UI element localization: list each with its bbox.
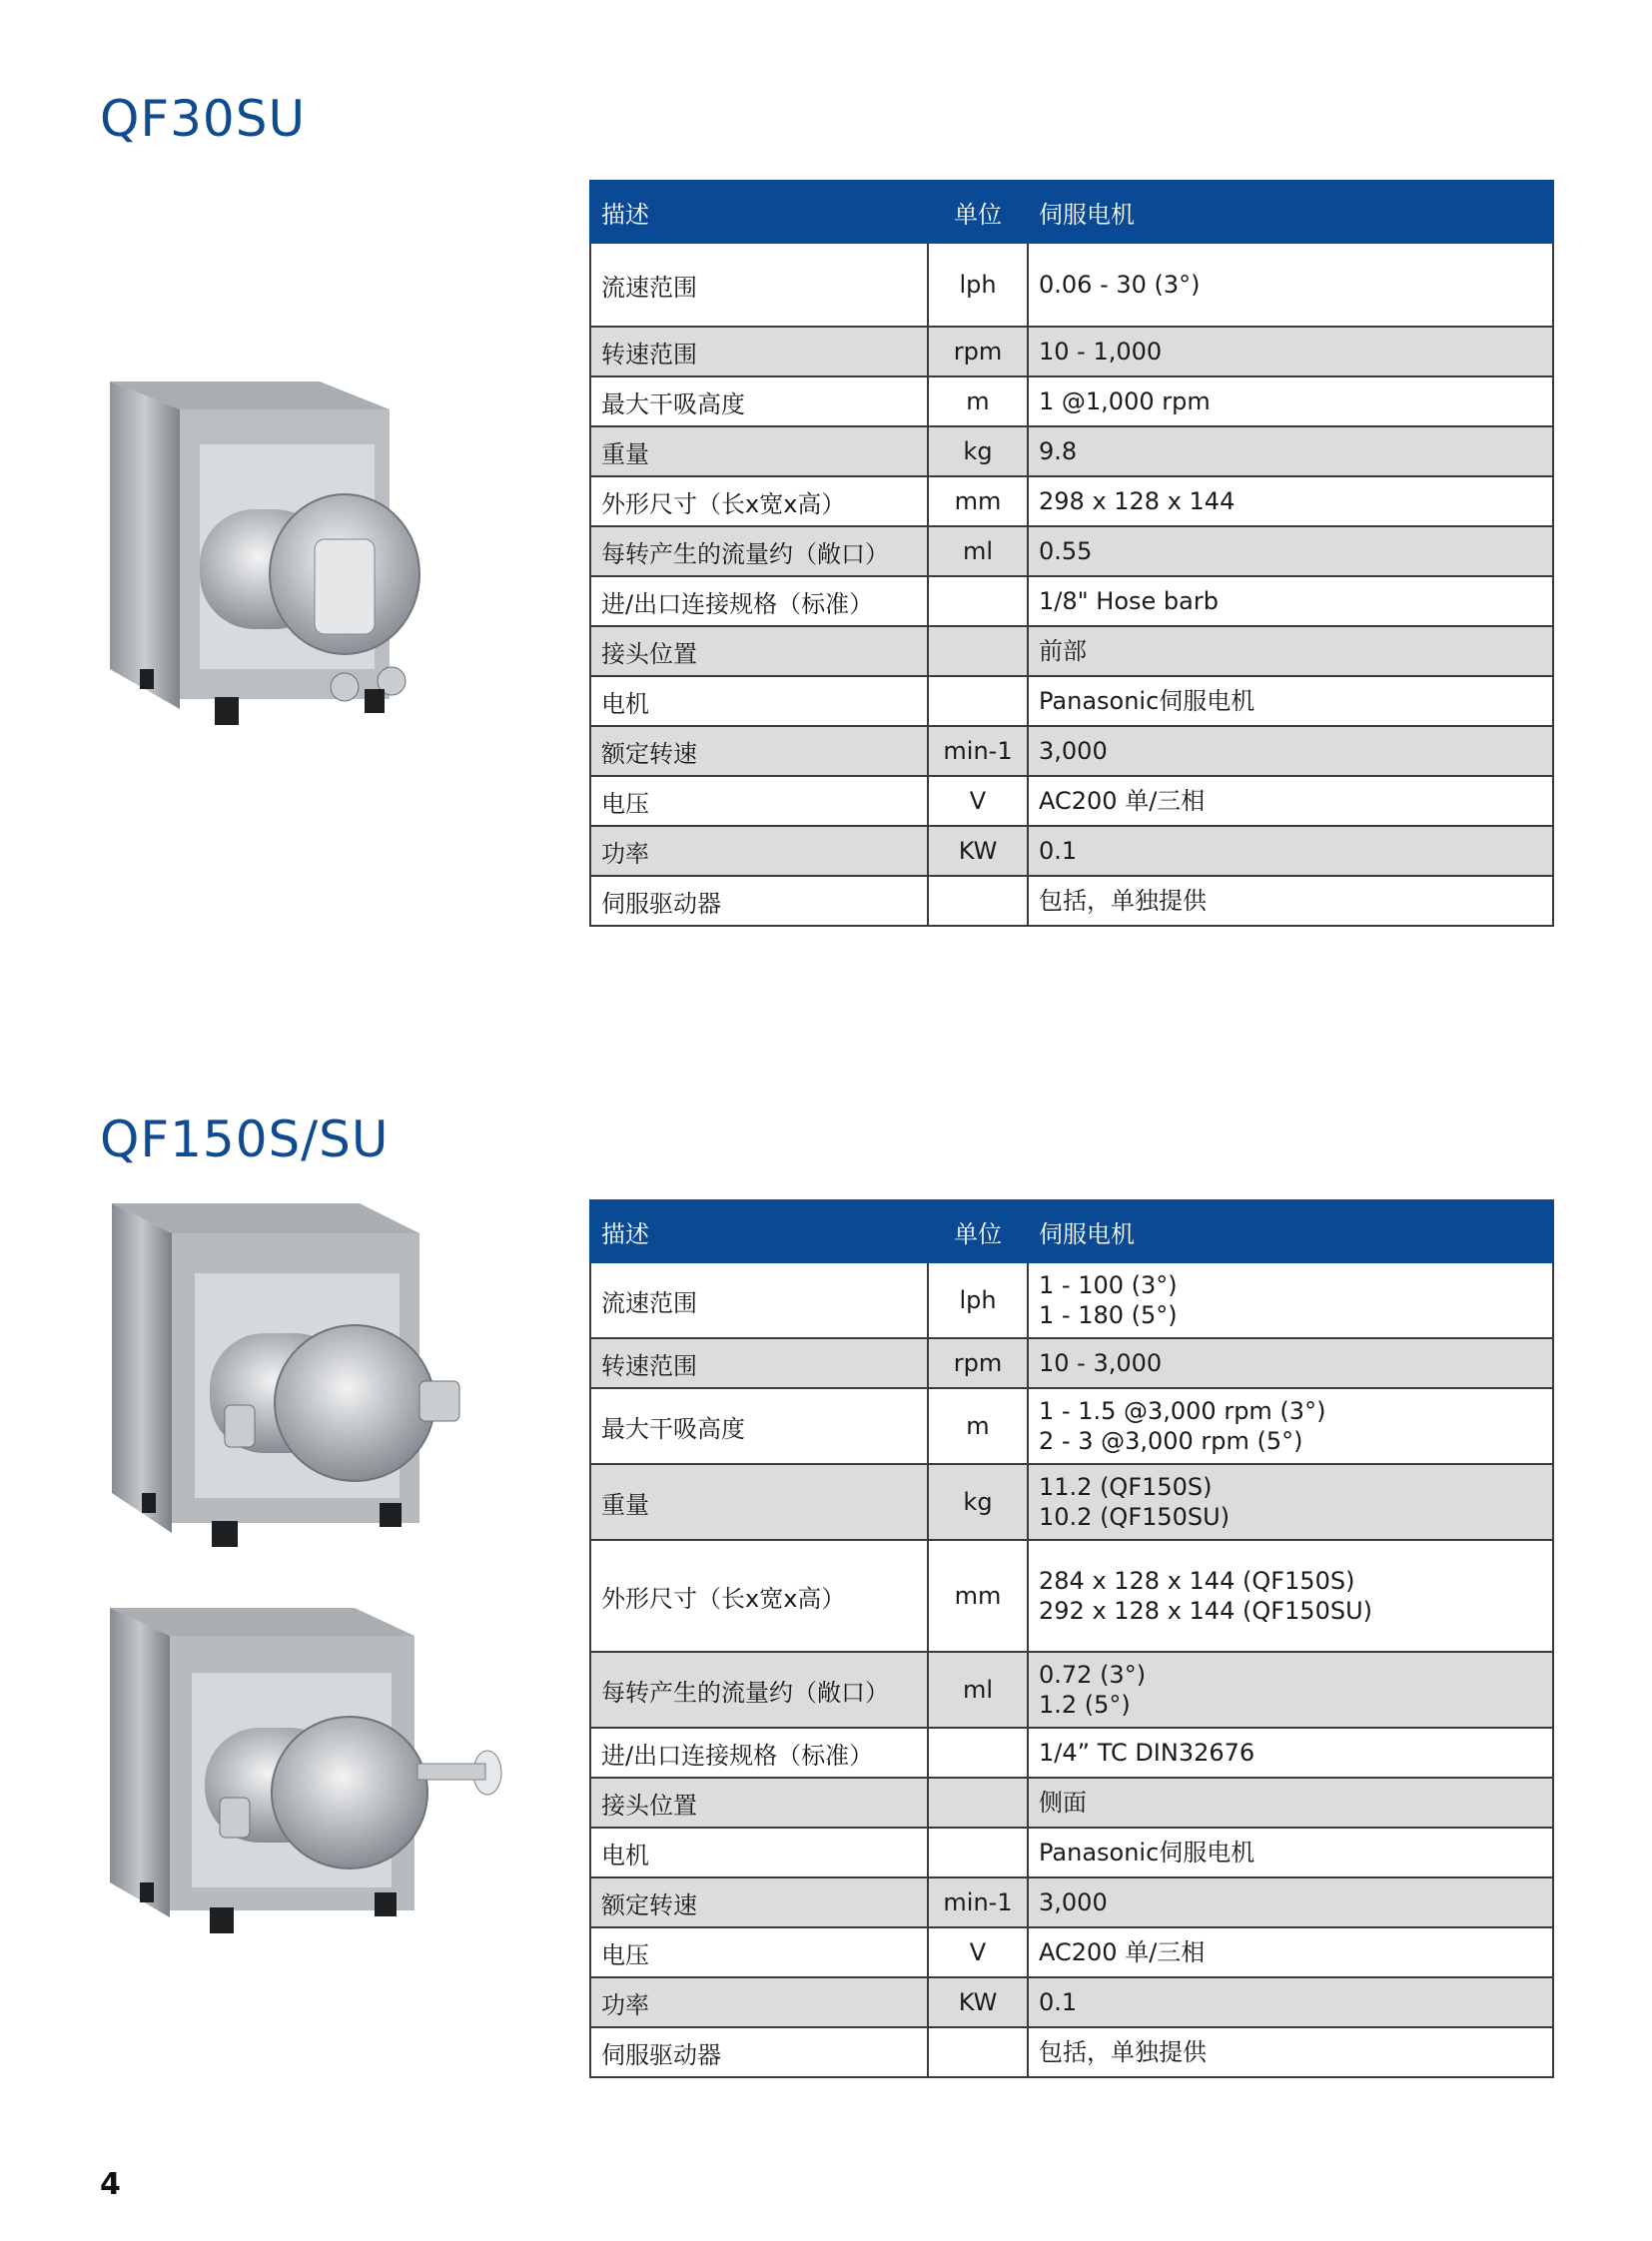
- row-unit: min-1: [928, 726, 1028, 776]
- row-value: [1028, 626, 1553, 676]
- row-label: 重量: [590, 1464, 928, 1540]
- header-motor: 伺服电机: [1028, 1200, 1553, 1262]
- row-value: [1028, 776, 1553, 826]
- row-value-line: 1/4” TC DIN32676: [1039, 1739, 1255, 1767]
- table-row: [590, 376, 1553, 426]
- row-value: [1028, 1977, 1553, 2027]
- row-value-line: 3,000: [1039, 737, 1108, 765]
- pump-photo-qf150s: [100, 1193, 509, 1553]
- table-row: [590, 1540, 1553, 1652]
- header-motor: 伺服电机: [1028, 181, 1553, 243]
- row-value-line: 3,000: [1039, 1888, 1108, 1916]
- row-unit: [928, 1778, 1028, 1828]
- row-value: [1028, 1877, 1553, 1927]
- row-value-line: 包括，单独提供: [1039, 887, 1207, 915]
- row-unit: KW: [928, 826, 1028, 876]
- table-row: [590, 1927, 1553, 1977]
- row-unit: min-1: [928, 1877, 1028, 1927]
- spec-table-qf30su: [589, 180, 1554, 927]
- row-value-line: 0.06 - 30 (3°): [1039, 271, 1201, 299]
- table-row: [590, 243, 1553, 327]
- row-value-line: Panasonic伺服电机: [1039, 1839, 1255, 1867]
- row-unit: rpm: [928, 1338, 1028, 1388]
- row-value: [1028, 676, 1553, 726]
- row-unit: V: [928, 776, 1028, 826]
- row-value-line: 9.8: [1039, 437, 1078, 465]
- row-value: [1028, 1828, 1553, 1877]
- row-unit: lph: [928, 243, 1028, 327]
- row-value: [1028, 826, 1553, 876]
- row-label: 外形尺寸（长x宽x高）: [590, 1540, 928, 1652]
- row-label: 伺服驱动器: [590, 2027, 928, 2077]
- row-unit: rpm: [928, 327, 1028, 376]
- spec-table-qf150s: [589, 1199, 1554, 2078]
- row-label: 转速范围: [590, 327, 928, 376]
- row-value: [1028, 426, 1553, 476]
- table-row: [590, 726, 1553, 776]
- row-label: 电机: [590, 676, 928, 726]
- row-value: [1028, 243, 1553, 327]
- table-row: [590, 826, 1553, 876]
- header-unit: 单位: [928, 181, 1028, 243]
- row-value-line: 0.1: [1039, 1988, 1078, 2016]
- row-unit: V: [928, 1927, 1028, 1977]
- table-row: [590, 2027, 1553, 2077]
- row-label: 伺服驱动器: [590, 876, 928, 926]
- table-header-row: [590, 1200, 1553, 1262]
- row-label: 最大干吸高度: [590, 376, 928, 426]
- row-value-line: AC200 单/三相: [1039, 787, 1206, 815]
- row-unit: kg: [928, 426, 1028, 476]
- row-label: 电压: [590, 776, 928, 826]
- row-label: 进/出口连接规格（标准）: [590, 1728, 928, 1778]
- row-unit: KW: [928, 1977, 1028, 2027]
- row-unit: [928, 876, 1028, 926]
- table-row: [590, 676, 1553, 726]
- row-unit: mm: [928, 476, 1028, 526]
- row-value-line: 1 - 1.5 @3,000 rpm (3°): [1039, 1397, 1326, 1425]
- row-value-line: 1 - 180 (5°): [1039, 1301, 1178, 1329]
- row-value-line: 10 - 1,000: [1039, 338, 1163, 366]
- table-row: [590, 1778, 1553, 1828]
- header-desc: 描述: [590, 1200, 928, 1262]
- row-value-line: 292 x 128 x 144 (QF150SU): [1039, 1597, 1373, 1625]
- row-label: 流速范围: [590, 1262, 928, 1338]
- row-label: 每转产生的流量约（敞口）: [590, 1652, 928, 1728]
- table-row: [590, 1464, 1553, 1540]
- table-row: [590, 1652, 1553, 1728]
- row-value-line: 0.72 (3°): [1039, 1661, 1147, 1689]
- row-value-line: AC200 单/三相: [1039, 1938, 1206, 1966]
- row-value: [1028, 526, 1553, 576]
- row-value: [1028, 1262, 1553, 1338]
- row-value-line: Panasonic伺服电机: [1039, 687, 1255, 715]
- row-value-line: 1.2 (5°): [1039, 1691, 1131, 1719]
- row-value-line: 298 x 128 x 144: [1039, 487, 1236, 515]
- row-value: [1028, 327, 1553, 376]
- row-label: 功率: [590, 1977, 928, 2027]
- row-value-line: 10 - 3,000: [1039, 1349, 1163, 1377]
- row-value-line: 1 - 100 (3°): [1039, 1271, 1178, 1299]
- section-title-qf30su: QF30SU: [100, 90, 307, 148]
- row-value-line: 0.1: [1039, 837, 1078, 865]
- pump-photo-qf150su: [100, 1598, 509, 1937]
- row-value: [1028, 1464, 1553, 1540]
- pump-photo-qf30su: [100, 370, 479, 739]
- row-unit: [928, 576, 1028, 626]
- row-label: 流速范围: [590, 243, 928, 327]
- row-label: 最大干吸高度: [590, 1388, 928, 1464]
- header-desc: 描述: [590, 181, 928, 243]
- row-unit: [928, 626, 1028, 676]
- table-header-row: [590, 181, 1553, 243]
- row-value: [1028, 876, 1553, 926]
- row-unit: ml: [928, 1652, 1028, 1728]
- row-value: [1028, 1778, 1553, 1828]
- row-value-line: 11.2 (QF150S): [1039, 1473, 1213, 1501]
- row-unit: lph: [928, 1262, 1028, 1338]
- row-label: 额定转速: [590, 726, 928, 776]
- table-row: [590, 576, 1553, 626]
- table-row: [590, 776, 1553, 826]
- row-label: 接头位置: [590, 626, 928, 676]
- row-label: 进/出口连接规格（标准）: [590, 576, 928, 626]
- row-value-line: 284 x 128 x 144 (QF150S): [1039, 1567, 1355, 1595]
- row-unit: [928, 2027, 1028, 2077]
- row-value: [1028, 1728, 1553, 1778]
- table-row: [590, 476, 1553, 526]
- row-value: [1028, 1927, 1553, 1977]
- row-value-line: 包括，单独提供: [1039, 2038, 1207, 2066]
- table-row: [590, 1388, 1553, 1464]
- row-label: 接头位置: [590, 1778, 928, 1828]
- row-value-line: 10.2 (QF150SU): [1039, 1503, 1231, 1531]
- section-title-qf150s: QF150S/SU: [100, 1111, 390, 1168]
- row-value: [1028, 576, 1553, 626]
- row-unit: m: [928, 1388, 1028, 1464]
- row-label: 重量: [590, 426, 928, 476]
- row-value: [1028, 726, 1553, 776]
- row-value-line: 1 @1,000 rpm: [1039, 387, 1211, 415]
- row-unit: kg: [928, 1464, 1028, 1540]
- table-row: [590, 1338, 1553, 1388]
- row-unit: [928, 676, 1028, 726]
- row-value: [1028, 1540, 1553, 1652]
- row-value: [1028, 1338, 1553, 1388]
- table-row: [590, 1877, 1553, 1927]
- row-unit: m: [928, 376, 1028, 426]
- row-value: [1028, 1388, 1553, 1464]
- table-row: [590, 1828, 1553, 1877]
- page-number: 4: [100, 2167, 121, 2202]
- row-unit: ml: [928, 526, 1028, 576]
- row-label: 外形尺寸（长x宽x高）: [590, 476, 928, 526]
- row-label: 转速范围: [590, 1338, 928, 1388]
- table-row: [590, 626, 1553, 676]
- row-unit: mm: [928, 1540, 1028, 1652]
- row-label: 电压: [590, 1927, 928, 1977]
- table-row: [590, 327, 1553, 376]
- row-value: [1028, 1652, 1553, 1728]
- row-label: 电机: [590, 1828, 928, 1877]
- row-unit: [928, 1728, 1028, 1778]
- table-row: [590, 1728, 1553, 1778]
- row-label: 功率: [590, 826, 928, 876]
- row-label: 每转产生的流量约（敞口）: [590, 526, 928, 576]
- row-value: [1028, 476, 1553, 526]
- row-value-line: 侧面: [1039, 1789, 1087, 1817]
- row-value-line: 2 - 3 @3,000 rpm (5°): [1039, 1427, 1303, 1455]
- row-value: [1028, 376, 1553, 426]
- row-label: 额定转速: [590, 1877, 928, 1927]
- table-row: [590, 876, 1553, 926]
- row-value-line: 1/8" Hose barb: [1039, 587, 1219, 615]
- row-value-line: 前部: [1039, 637, 1087, 665]
- table-row: [590, 526, 1553, 576]
- row-value-line: 0.55: [1039, 537, 1093, 565]
- header-unit: 单位: [928, 1200, 1028, 1262]
- row-value: [1028, 2027, 1553, 2077]
- table-row: [590, 1977, 1553, 2027]
- row-unit: [928, 1828, 1028, 1877]
- table-row: [590, 426, 1553, 476]
- table-row: [590, 1262, 1553, 1338]
